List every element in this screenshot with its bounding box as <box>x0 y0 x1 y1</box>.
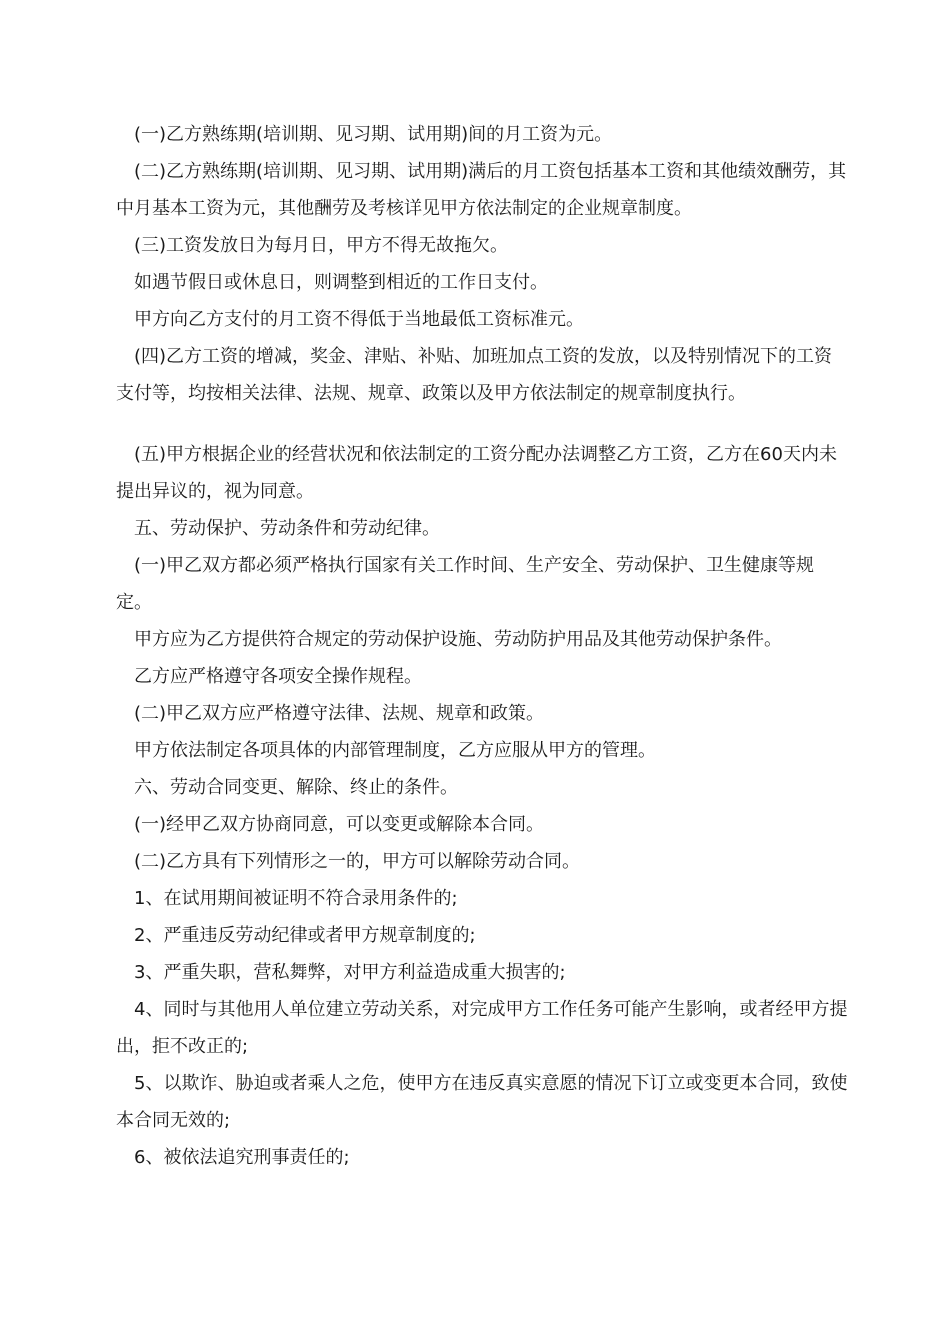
paragraph-16: (二)乙方具有下列情形之一的，甲方可以解除劳动合同。 <box>134 851 581 872</box>
section-heading-5: 五、劳动保护、劳动条件和劳动纪律。 <box>134 518 440 539</box>
paragraph-12: (二)甲乙双方应严格遵守法律、法规、规章和政策。 <box>134 703 545 724</box>
list-item-6: 6、被依法追究刑事责任的; <box>134 1147 350 1168</box>
paragraph-gap <box>116 412 850 436</box>
paragraph-13: 甲方依法制定各项具体的内部管理制度，乙方应服从甲方的管理。 <box>134 740 656 761</box>
list-item-2: 2、严重违反劳动纪律或者甲方规章制度的; <box>134 925 476 946</box>
paragraph-6: (四)乙方工资的增减，奖金、津贴、补贴、加班加点工资的发放，以及特别情况下的工资支付等，均按相关法律、法规、规章、政策以及甲方依法制定的规章制度执行。 <box>116 346 833 404</box>
list-item-4: 4、同时与其他用人单位建立劳动关系，对完成甲方工作任务可能产生影响，或者经甲方提出，拒不改正的; <box>116 999 848 1057</box>
list-item-5: 5、以欺诈、胁迫或者乘人之危，使甲方在违反真实意愿的情况下订立或变更本合同，致使本合同无效的; <box>116 1073 848 1131</box>
paragraph-3: (三)工资发放日为每月日，甲方不得无故拖欠。 <box>134 235 509 256</box>
section-heading-6: 六、劳动合同变更、解除、终止的条件。 <box>134 777 458 798</box>
paragraph-11: 乙方应严格遵守各项安全操作规程。 <box>134 666 422 687</box>
paragraph-5: 甲方向乙方支付的月工资不得低于当地最低工资标准元。 <box>134 309 584 330</box>
list-item-3: 3、严重失职，营私舞弊，对甲方利益造成重大损害的; <box>134 962 566 983</box>
paragraph-9: (一)甲乙双方都必须严格执行国家有关工作时间、生产安全、劳动保护、卫生健康等规定。 <box>116 555 815 613</box>
list-item-1: 1、在试用期间被证明不符合录用条件的; <box>134 888 458 909</box>
paragraph-15: (一)经甲乙双方协商同意，可以变更或解除本合同。 <box>134 814 545 835</box>
paragraph-10: 甲方应为乙方提供符合规定的劳动保护设施、劳动防护用品及其他劳动保护条件。 <box>134 629 782 650</box>
paragraph-4: 如遇节假日或休息日，则调整到相近的工作日支付。 <box>134 272 548 293</box>
paragraph-2: (二)乙方熟练期(培训期、见习期、试用期)满后的月工资包括基本工资和其他绩效酬劳，其中月基本工资为元，其他酬劳及考核详见甲方依法制定的企业规章制度。 <box>116 161 847 219</box>
paragraph-7: (五)甲方根据企业的经营状况和依法制定的工资分配办法调整乙方工资，乙方在60天内未提出异议的，视为同意。 <box>116 444 837 502</box>
paragraph-1: (一)乙方熟练期(培训期、见习期、试用期)间的月工资为元。 <box>134 124 613 145</box>
